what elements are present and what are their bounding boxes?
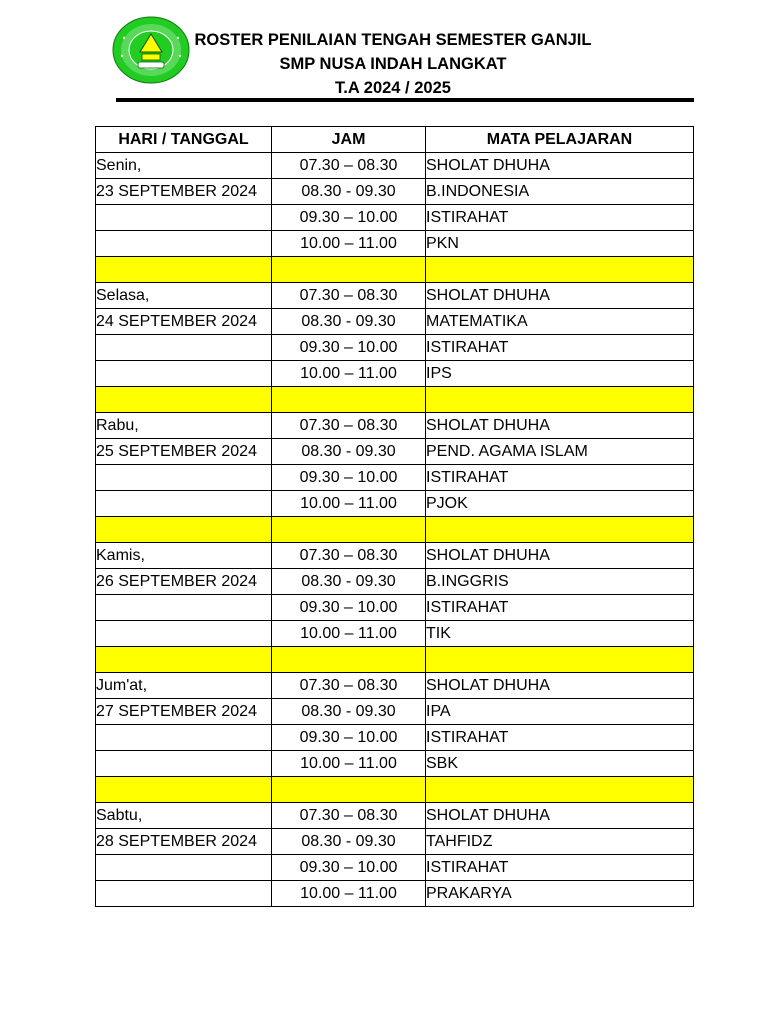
separator-cell	[96, 257, 272, 283]
table-row	[96, 803, 694, 829]
empty-cell	[96, 751, 272, 777]
table-row	[96, 725, 694, 751]
table-row	[96, 361, 694, 387]
day-separator-row	[96, 387, 694, 413]
table-row	[96, 569, 694, 595]
time-cell: 10.00 – 11.00	[272, 491, 426, 517]
table-row	[96, 465, 694, 491]
subject-cell: TIK	[426, 621, 694, 647]
header-day-date: HARI / TANGGAL	[96, 127, 272, 153]
subject-cell: SBK	[426, 751, 694, 777]
subject-cell: SHOLAT DHUHA	[426, 543, 694, 569]
separator-cell	[272, 387, 426, 413]
document-title	[140, 28, 646, 100]
empty-cell	[96, 621, 272, 647]
subject-cell: PKN	[426, 231, 694, 257]
separator-cell	[272, 777, 426, 803]
time-cell: 08.30 - 09.30	[272, 309, 426, 335]
subject-cell: SHOLAT DHUHA	[426, 283, 694, 309]
subject-cell: PRAKARYA	[426, 881, 694, 907]
subject-cell: B.INGGRIS	[426, 569, 694, 595]
table-row	[96, 179, 694, 205]
separator-cell	[96, 647, 272, 673]
table-row	[96, 855, 694, 881]
day-separator-row	[96, 777, 694, 803]
table-row	[96, 309, 694, 335]
subject-cell: MATEMATIKA	[426, 309, 694, 335]
time-cell: 07.30 – 08.30	[272, 413, 426, 439]
separator-cell	[426, 647, 694, 673]
date-cell: 24 SEPTEMBER 2024	[96, 309, 272, 335]
time-cell: 07.30 – 08.30	[272, 153, 426, 179]
date-cell: 27 SEPTEMBER 2024	[96, 699, 272, 725]
subject-cell: PJOK	[426, 491, 694, 517]
table-row	[96, 231, 694, 257]
time-cell: 09.30 – 10.00	[272, 465, 426, 491]
subject-cell: SHOLAT DHUHA	[426, 803, 694, 829]
empty-cell	[96, 855, 272, 881]
table-row	[96, 699, 694, 725]
empty-cell	[96, 465, 272, 491]
subject-cell: IPS	[426, 361, 694, 387]
day-separator-row	[96, 647, 694, 673]
time-cell: 09.30 – 10.00	[272, 855, 426, 881]
day-name-cell: Selasa,	[96, 283, 272, 309]
day-name-cell: Sabtu,	[96, 803, 272, 829]
table-row	[96, 413, 694, 439]
table-header-row	[96, 127, 694, 153]
empty-cell	[96, 205, 272, 231]
day-name-cell: Jum'at,	[96, 673, 272, 699]
table-row	[96, 673, 694, 699]
table-row	[96, 335, 694, 361]
separator-cell	[426, 257, 694, 283]
title-divider	[116, 98, 694, 102]
table-row	[96, 829, 694, 855]
subject-cell: ISTIRAHAT	[426, 725, 694, 751]
empty-cell	[96, 881, 272, 907]
date-cell: 28 SEPTEMBER 2024	[96, 829, 272, 855]
subject-cell: IPA	[426, 699, 694, 725]
empty-cell	[96, 595, 272, 621]
title-line-1: ROSTER PENILAIAN TENGAH SEMESTER GANJIL	[194, 31, 592, 49]
table-row	[96, 491, 694, 517]
time-cell: 07.30 – 08.30	[272, 283, 426, 309]
separator-cell	[96, 387, 272, 413]
table-row	[96, 153, 694, 179]
time-cell: 10.00 – 11.00	[272, 231, 426, 257]
table-row	[96, 439, 694, 465]
time-cell: 07.30 – 08.30	[272, 803, 426, 829]
day-name-cell: Rabu,	[96, 413, 272, 439]
exam-schedule-table	[95, 126, 694, 907]
subject-cell: TAHFIDZ	[426, 829, 694, 855]
time-cell: 09.30 – 10.00	[272, 725, 426, 751]
subject-cell: ISTIRAHAT	[426, 465, 694, 491]
table-row	[96, 881, 694, 907]
day-separator-row	[96, 517, 694, 543]
table-row	[96, 621, 694, 647]
time-cell: 08.30 - 09.30	[272, 569, 426, 595]
header-subject: MATA PELAJARAN	[426, 127, 694, 153]
table-row	[96, 283, 694, 309]
date-cell: 23 SEPTEMBER 2024	[96, 179, 272, 205]
subject-cell: ISTIRAHAT	[426, 335, 694, 361]
table-row	[96, 543, 694, 569]
time-cell: 08.30 - 09.30	[272, 829, 426, 855]
time-cell: 10.00 – 11.00	[272, 881, 426, 907]
empty-cell	[96, 361, 272, 387]
subject-cell: SHOLAT DHUHA	[426, 413, 694, 439]
separator-cell	[426, 517, 694, 543]
separator-cell	[272, 647, 426, 673]
day-name-cell: Kamis,	[96, 543, 272, 569]
separator-cell	[272, 257, 426, 283]
separator-cell	[426, 387, 694, 413]
time-cell: 08.30 - 09.30	[272, 439, 426, 465]
time-cell: 07.30 – 08.30	[272, 543, 426, 569]
table-body	[96, 153, 694, 907]
day-name-cell: Senin,	[96, 153, 272, 179]
empty-cell	[96, 491, 272, 517]
subject-cell: ISTIRAHAT	[426, 855, 694, 881]
empty-cell	[96, 725, 272, 751]
time-cell: 10.00 – 11.00	[272, 621, 426, 647]
subject-cell: ISTIRAHAT	[426, 595, 694, 621]
title-line-2: SMP NUSA INDAH LANGKAT	[279, 55, 507, 73]
time-cell: 10.00 – 11.00	[272, 361, 426, 387]
table-row	[96, 205, 694, 231]
date-cell: 25 SEPTEMBER 2024	[96, 439, 272, 465]
time-cell: 09.30 – 10.00	[272, 335, 426, 361]
separator-cell	[426, 777, 694, 803]
date-cell: 26 SEPTEMBER 2024	[96, 569, 272, 595]
table-row	[96, 751, 694, 777]
time-cell: 10.00 – 11.00	[272, 751, 426, 777]
subject-cell: SHOLAT DHUHA	[426, 673, 694, 699]
separator-cell	[96, 517, 272, 543]
time-cell: 09.30 – 10.00	[272, 205, 426, 231]
table-row	[96, 595, 694, 621]
title-line-3: T.A 2024 / 2025	[335, 79, 451, 97]
subject-cell: PEND. AGAMA ISLAM	[426, 439, 694, 465]
day-separator-row	[96, 257, 694, 283]
subject-cell: B.INDONESIA	[426, 179, 694, 205]
header-time: JAM	[272, 127, 426, 153]
empty-cell	[96, 335, 272, 361]
empty-cell	[96, 231, 272, 257]
time-cell: 08.30 - 09.30	[272, 699, 426, 725]
time-cell: 08.30 - 09.30	[272, 179, 426, 205]
subject-cell: ISTIRAHAT	[426, 205, 694, 231]
separator-cell	[96, 777, 272, 803]
time-cell: 07.30 – 08.30	[272, 673, 426, 699]
separator-cell	[272, 517, 426, 543]
subject-cell: SHOLAT DHUHA	[426, 153, 694, 179]
time-cell: 09.30 – 10.00	[272, 595, 426, 621]
